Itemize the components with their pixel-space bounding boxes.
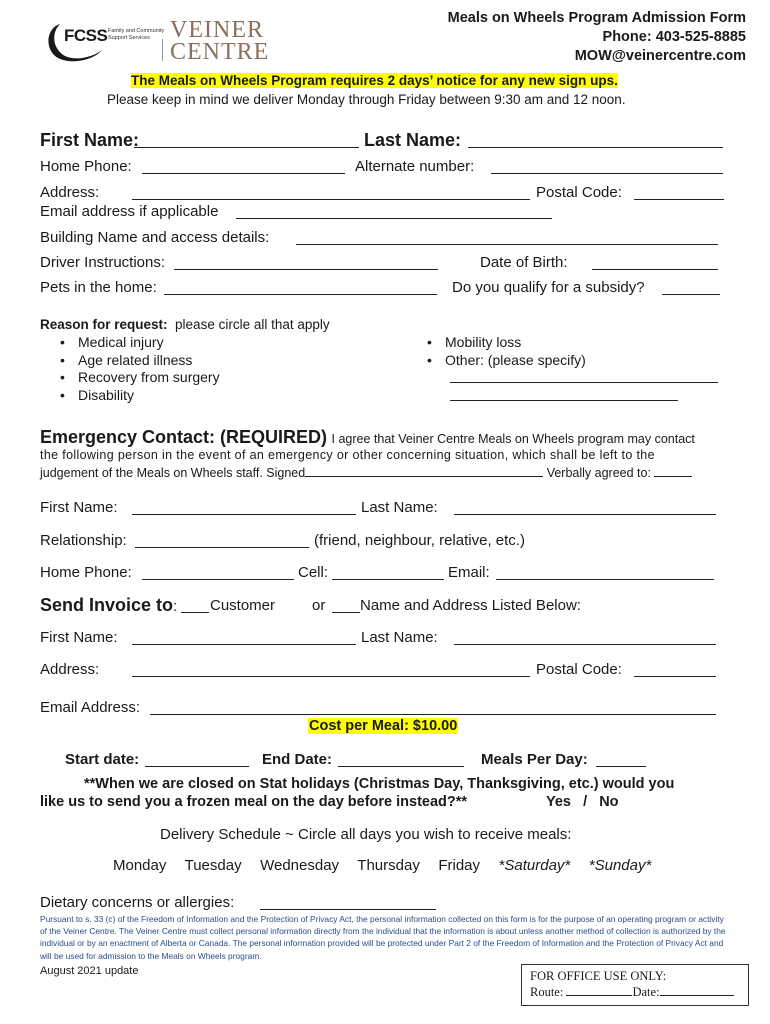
- ec-email-field[interactable]: [496, 565, 714, 580]
- day-thursday[interactable]: Thursday: [357, 857, 420, 874]
- reason-list-left: [56, 334, 220, 404]
- day-monday[interactable]: Monday: [113, 857, 167, 874]
- client-email-label: Email address if applicable: [40, 203, 219, 220]
- client-address-field[interactable]: [132, 185, 530, 200]
- reason-heading: [40, 317, 330, 332]
- client-email-field[interactable]: [236, 204, 552, 219]
- inv-postal-field[interactable]: [634, 662, 716, 677]
- start-date-field[interactable]: [145, 752, 249, 767]
- inv-email-label: Email Address:: [40, 699, 141, 716]
- signed-label: judgement of the Meals on Wheels staff. Signed: [40, 466, 306, 480]
- ec-cell-label: Cell:: [298, 564, 329, 581]
- invoice-other-field[interactable]: [332, 598, 360, 613]
- reason-option-medical-injury[interactable]: • Medical injury: [56, 334, 220, 352]
- client-home-phone-field[interactable]: [142, 159, 345, 174]
- inv-last-name-field[interactable]: [454, 630, 716, 645]
- reason-other-field-2[interactable]: [450, 386, 678, 401]
- ec-cell-field[interactable]: [332, 565, 444, 580]
- relationship-field[interactable]: [135, 533, 309, 548]
- dietary-field[interactable]: [260, 895, 436, 910]
- client-alternate-label: Alternate number:: [355, 158, 475, 175]
- pets-field[interactable]: [164, 280, 437, 295]
- invoice-or: or: [312, 597, 326, 614]
- stat-yes-no[interactable]: Yes / No: [546, 794, 619, 810]
- ec-last-name-label: Last Name:: [361, 499, 438, 516]
- inv-postal-label: Postal Code:: [536, 661, 622, 678]
- emergency-consent-3: [40, 465, 692, 480]
- office-date-field[interactable]: [660, 984, 734, 996]
- stat-holiday-line1: **When we are closed on Stat holidays (Christmas Day, Thanksgiving, etc.) would you: [84, 776, 675, 792]
- cost-per-meal: Cost per Meal: $10.00: [309, 718, 458, 734]
- reason-label: Reason for request:: [40, 317, 168, 332]
- client-postal-label: Postal Code:: [536, 184, 622, 201]
- reason-list-right: [423, 334, 586, 369]
- driver-field[interactable]: [174, 255, 438, 270]
- inv-first-name-label: First Name:: [40, 629, 118, 646]
- start-date-label: Start date:: [65, 751, 140, 768]
- dietary-label: Dietary concerns or allergies:: [40, 894, 235, 911]
- inv-last-name-label: Last Name:: [361, 629, 438, 646]
- ec-first-name-label: First Name:: [40, 499, 118, 516]
- form-title: Meals on Wheels Program Admission Form: [447, 10, 746, 26]
- client-last-name-label: Last Name:: [364, 130, 462, 150]
- delivery-notice: Please keep in mind we deliver Monday through Friday between 9:30 am and 12 noon.: [107, 92, 626, 107]
- fcss-logo-subtitle: [108, 28, 164, 42]
- privacy-notice: Pursuant to s. 33 (c) of the Freedom of Information and the Protection of Privacy Act, the personal information collected on this form is for the purpose of an operating program or activity of the Veiner Centre. The Veiner Centre must collect personal information directly from the individual that the information is about unless another method of collection is authorized by the individual or by an enactment of Alberta or Canada. The personal information provided will be protected under Part 2 of the Freedom of Information and the Protection of Privacy Act and will be used for admission to the Meals on Wheels program.: [40, 914, 726, 961]
- invoice-heading: Send Invoice to: [40, 595, 174, 615]
- building-field[interactable]: [296, 230, 718, 245]
- client-home-phone-label: Home Phone:: [40, 158, 132, 175]
- pets-label: Pets in the home:: [40, 279, 157, 296]
- driver-label: Driver Instructions:: [40, 254, 166, 271]
- inv-address-label: Address:: [40, 661, 100, 678]
- emergency-consent-2: the following person in the event of an emergency or other concerning situation, which shall be left to the: [40, 448, 655, 462]
- end-date-field[interactable]: [338, 752, 464, 767]
- client-first-name-label: First Name:: [40, 130, 140, 150]
- client-postal-field[interactable]: [634, 185, 724, 200]
- fcss-sub2: Support Services: [108, 35, 150, 41]
- verbally-label: Verbally agreed to:: [546, 466, 651, 480]
- client-last-name-field[interactable]: [468, 131, 723, 148]
- fcss-logo-text: FCSS: [64, 26, 108, 45]
- office-use-title: FOR OFFICE USE ONLY:: [530, 969, 667, 983]
- days-row: [113, 857, 651, 874]
- relationship-hint: (friend, neighbour, relative, etc.): [314, 532, 525, 549]
- client-alternate-field[interactable]: [491, 159, 723, 174]
- day-saturday[interactable]: *Saturday*: [498, 857, 571, 874]
- inv-address-field[interactable]: [132, 662, 530, 677]
- invoice-customer-field[interactable]: [181, 598, 209, 613]
- reason-option-disability[interactable]: • Disability: [56, 387, 220, 405]
- reason-instruction: please circle all that apply: [175, 317, 330, 332]
- meals-per-day-label: Meals Per Day:: [481, 751, 588, 768]
- emergency-heading-row: [40, 427, 695, 448]
- day-wednesday[interactable]: Wednesday: [260, 857, 340, 874]
- invoice-customer-label: Customer: [210, 597, 276, 614]
- reason-option-age-related[interactable]: • Age related illness: [56, 352, 220, 370]
- centre-word: CENTRE: [170, 39, 270, 65]
- meals-per-day-field[interactable]: [596, 752, 646, 767]
- office-use-box: [521, 964, 749, 1006]
- invoice-other-label: Name and Address Listed Below:: [360, 597, 581, 614]
- notice-highlight: The Meals on Wheels Program requires 2 days’ notice for any new sign ups.: [131, 73, 618, 88]
- invoice-heading-row: [40, 595, 177, 616]
- day-sunday[interactable]: *Sunday*: [588, 857, 652, 874]
- header-block: [448, 9, 746, 66]
- reason-option-other[interactable]: • Other: (please specify): [423, 352, 586, 370]
- route-label: Route:: [530, 985, 564, 999]
- end-date-label: End Date:: [262, 751, 333, 768]
- client-first-name-field[interactable]: [134, 131, 359, 148]
- ec-home-phone-field[interactable]: [142, 565, 294, 580]
- emergency-consent-1: I agree that Veiner Centre Meals on Wheels program may contact: [331, 432, 695, 446]
- ec-email-label: Email:: [448, 564, 490, 581]
- client-address-label: Address:: [40, 184, 100, 201]
- update-date: August 2021 update: [40, 965, 139, 977]
- phone-text: Phone: 403-525-8885: [602, 29, 746, 45]
- relationship-label: Relationship:: [40, 532, 127, 549]
- ec-home-phone-label: Home Phone:: [40, 564, 132, 581]
- invoice-colon: :: [173, 598, 178, 615]
- verbally-field[interactable]: [654, 465, 692, 477]
- veiner-logo: [170, 19, 269, 63]
- delivery-schedule-label: Delivery Schedule ~ Circle all days you wish to receive meals:: [160, 826, 572, 843]
- subsidy-label: Do you qualify for a subsidy?: [452, 279, 645, 296]
- day-friday[interactable]: Friday: [438, 857, 481, 874]
- dob-field[interactable]: [592, 255, 718, 270]
- reason-option-recovery[interactable]: • Recovery from surgery: [56, 369, 220, 387]
- inv-email-field[interactable]: [150, 700, 716, 715]
- logo-divider: [162, 39, 163, 61]
- inv-first-name-field[interactable]: [132, 630, 356, 645]
- reason-option-mobility[interactable]: • Mobility loss: [423, 334, 586, 352]
- subsidy-field[interactable]: [662, 280, 720, 295]
- stat-holiday-line2: like us to send you a frozen meal on the day before instead?**: [40, 794, 468, 810]
- route-field[interactable]: [566, 984, 632, 996]
- office-date-label: Date:: [632, 985, 660, 999]
- building-label: Building Name and access details:: [40, 229, 270, 246]
- fcss-sub1: Family and Community: [108, 28, 165, 34]
- veiner-word: VEINER: [170, 17, 264, 43]
- ec-first-name-field[interactable]: [132, 500, 356, 515]
- signed-field[interactable]: [305, 465, 543, 477]
- email-text: MOW@veinercentre.com: [574, 48, 746, 64]
- reason-other-field-1[interactable]: [450, 368, 718, 383]
- dob-label: Date of Birth:: [480, 254, 568, 271]
- emergency-heading: Emergency Contact: (REQUIRED): [40, 427, 328, 447]
- ec-last-name-field[interactable]: [454, 500, 716, 515]
- day-tuesday[interactable]: Tuesday: [184, 857, 242, 874]
